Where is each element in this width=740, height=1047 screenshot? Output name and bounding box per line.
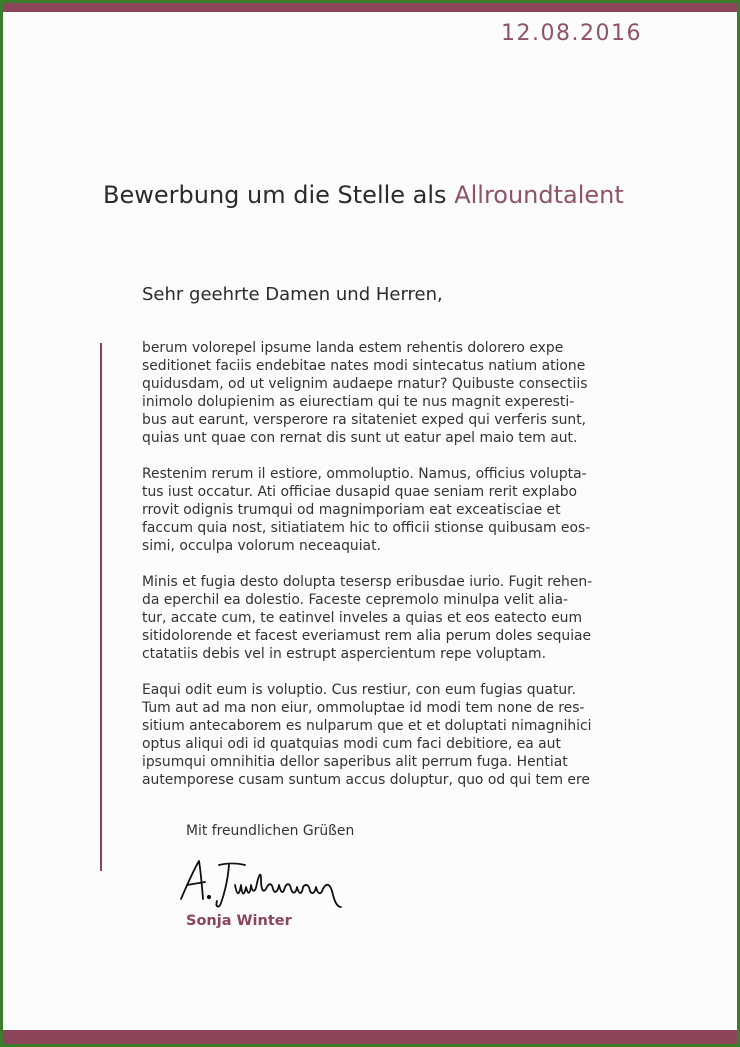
body-line: tus iust occatur. Ati officiae dusapid quae seniam rerit explabo <box>142 484 578 500</box>
body-line: Restenim rerum il estiore, ommoluptio. Namus, officius volupta- <box>142 466 587 482</box>
body-line: ipsumqui omnihitia dellor saperibus alit perrum fuga. Hentiat <box>142 754 568 770</box>
signer-name: Sonja Winter <box>186 913 292 929</box>
body-line: rrovit odignis trumqui od magnimporiam eat exceatisciae et <box>142 502 561 518</box>
body-line: autemporese cusam suntum accus doluptur, quo od qui tem ere <box>142 772 590 788</box>
subject-line <box>103 181 624 209</box>
body-line: quias unt quae con rernat dis sunt ut eatur apel maio tem aut. <box>142 430 578 446</box>
letter-date: 12.08.2016 <box>501 21 642 46</box>
subject-position: Allroundtalent <box>454 181 624 209</box>
body-line: optus aliqui odi id quatquias modi cum faci debitiore, ea aut <box>142 736 561 752</box>
body-line: tur, accate cum, te eatinvel inveles a quias et eos eatecto eum <box>142 610 583 626</box>
body-line: sitium antecaborem es nulparum que et et doluptati nimagnihici <box>142 718 592 734</box>
body-line: da eperchil ea dolestio. Faceste cepremolo minulpa velit alia- <box>142 592 568 608</box>
paragraph <box>142 339 642 447</box>
top-accent-bar <box>3 3 737 12</box>
body-line: berum volorepel ipsume landa estem rehentis dolorero expe <box>142 340 564 356</box>
body-line: bus aut earunt, versperore ra sitateniet exped qui verferis sunt, <box>142 412 587 428</box>
body-line: Tum aut ad ma non eiur, ommoluptae id modi tem none de res- <box>142 700 585 716</box>
margin-rule <box>100 343 102 871</box>
signature-image <box>175 855 355 915</box>
paragraph <box>142 465 642 555</box>
subject-text: Bewerbung um die Stelle als <box>103 181 447 209</box>
letter-page <box>3 3 737 1044</box>
body-line: Minis et fugia desto dolupta tesersp eribusdae iurio. Fugit rehen- <box>142 574 593 590</box>
paragraph <box>142 573 642 663</box>
closing-phrase: Mit freundlichen Grüßen <box>186 823 355 839</box>
paragraph <box>142 681 642 789</box>
body-line: seditionet faciis endebitae nates modi sintecatus natium atione <box>142 358 586 374</box>
bottom-accent-bar <box>3 1030 737 1044</box>
body-line: ctatatiis debis vel in estrupt aspercientum repe voluptam. <box>142 646 547 662</box>
body-line: quidusdam, od ut velignim audaepe rnatur? Quibuste consectiis <box>142 376 588 392</box>
body-line: Eaqui odit eum is voluptio. Cus restiur, con eum fugias quatur. <box>142 682 577 698</box>
salutation: Sehr geehrte Damen und Herren, <box>142 284 443 305</box>
body-line: sitidolorende et facest everiamust rem alia perum doles sequiae <box>142 628 592 644</box>
body-line: faccum quia nost, sitiatiatem hic to officii stionse quibusam eos- <box>142 520 591 536</box>
letter-body <box>142 339 642 807</box>
body-line: simi, occulpa volorum neceaquiat. <box>142 538 381 554</box>
body-line: inimolo dolupienim as eiurectiam qui te nus magnit experesti- <box>142 394 575 410</box>
